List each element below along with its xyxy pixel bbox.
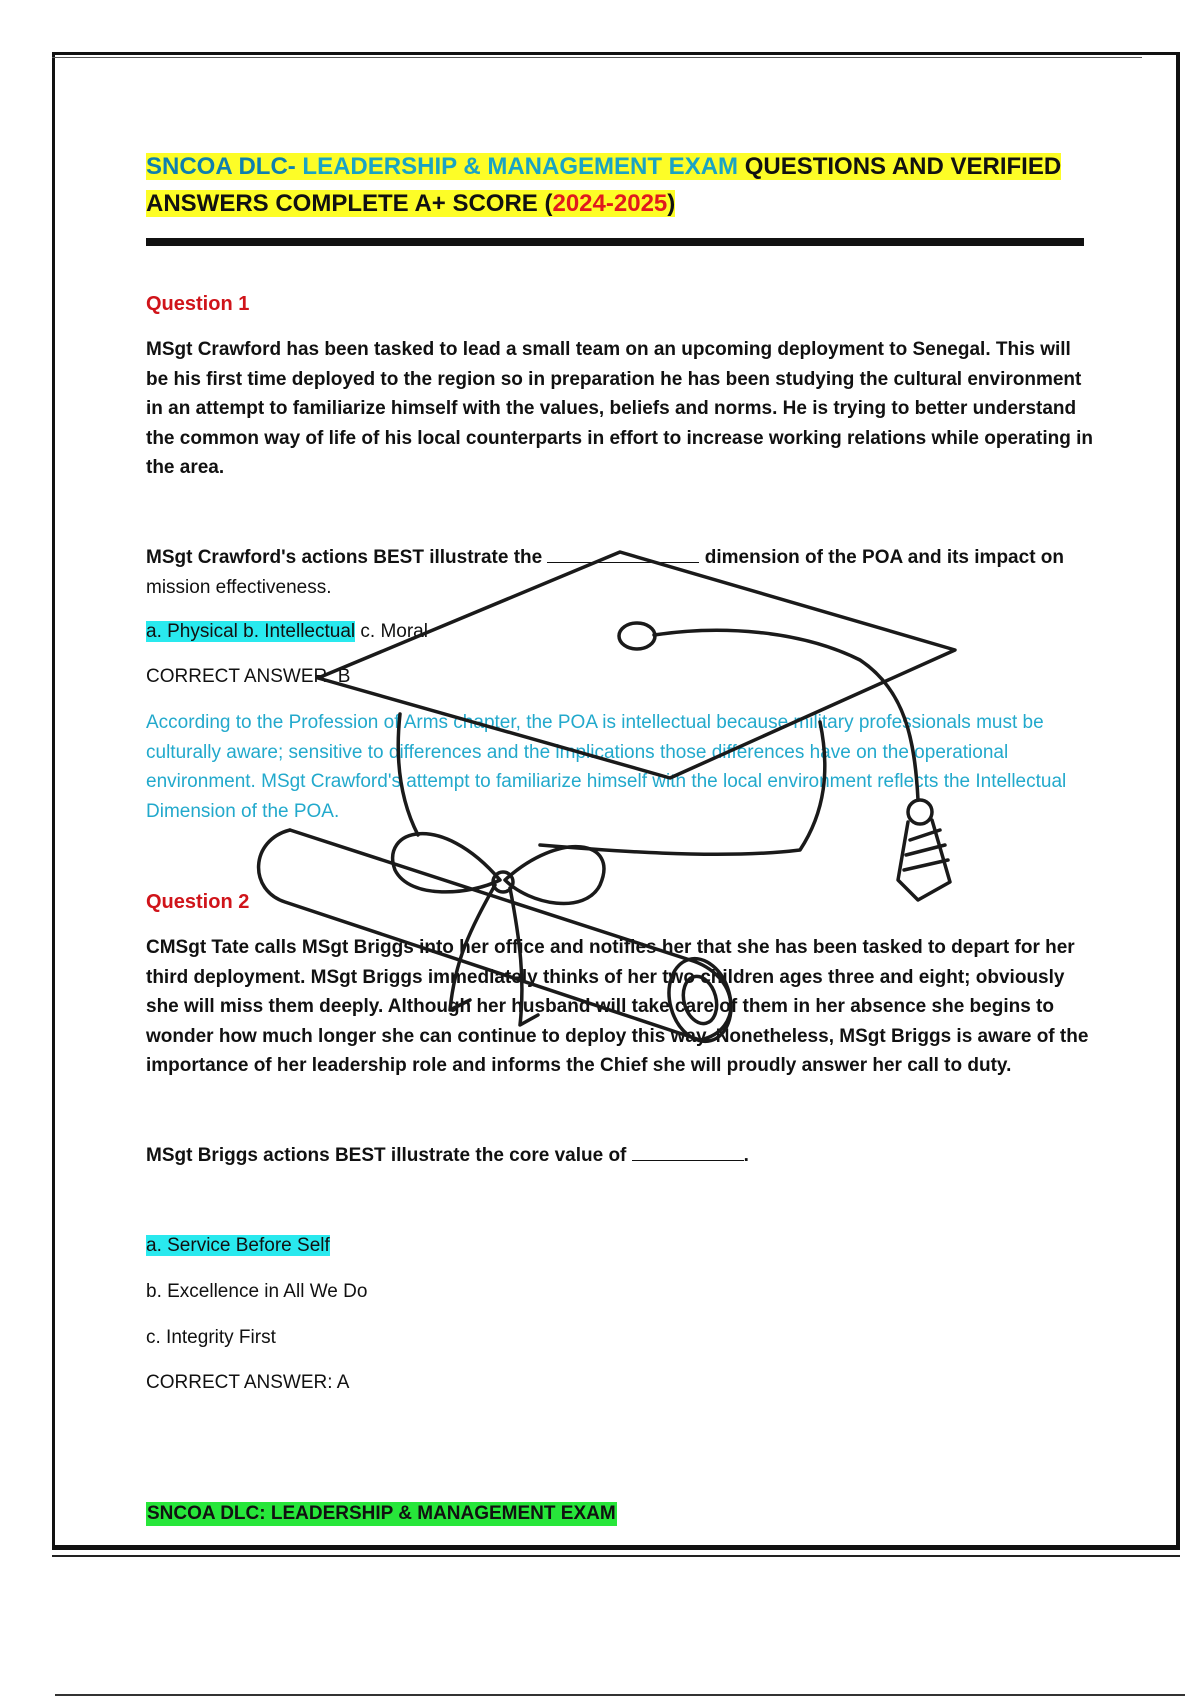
title-answers: ANSWERS COMPLETE A+ SCORE ( [146, 190, 553, 217]
footer-label: SNCOA DLC: LEADERSHIP & MANAGEMENT EXAM [147, 1503, 616, 1524]
question-1-options [146, 621, 428, 643]
answer-blank [547, 544, 699, 563]
page-bottom-rule [55, 1694, 1185, 1696]
question-2-prompt-after: . [743, 1145, 749, 1166]
question-1-prompt-after: dimension of the POA and its impact on [699, 547, 1065, 568]
answer-blank [632, 1142, 744, 1161]
question-1-option-c: c. Moral [355, 621, 428, 642]
question-1-options-highlighted: a. Physical b. Intellectual [146, 621, 356, 642]
title-year: 2024-2025 [552, 190, 668, 217]
question-2-heading: Question 2 [146, 891, 250, 913]
question-2-option-c: c. Integrity First [146, 1327, 276, 1348]
title-prefix: SNCOA DLC- [146, 153, 296, 180]
title-close: ) [667, 190, 676, 217]
question-2-prompt [146, 1141, 1096, 1171]
question-1-prompt [146, 543, 1096, 602]
question-2-option-b: b. Excellence in All We Do [146, 1281, 368, 1302]
question-1-scenario: MSgt Crawford has been tasked to lead a small team on an upcoming deployment to Senegal. This will be his first time deployed to the region so in preparation he has been studying the cultural environment in an attempt to familiarize himself with the values, beliefs and norms. He is trying to better understand the common way of life of his local counterparts in effort to increase working relations while operating in the area. [146, 339, 1093, 478]
question-2-option-a [146, 1235, 330, 1257]
document-title [146, 148, 1086, 222]
frame-bottom-rule [52, 1555, 1180, 1557]
question-1-heading: Question 1 [146, 293, 250, 315]
question-1-prompt-line2: mission effectiveness. [146, 576, 332, 598]
title-rule [146, 238, 1084, 246]
question-2-correct-answer: CORRECT ANSWER: A [146, 1372, 350, 1393]
question-1-explanation: According to the Profession of Arms chapter, the POA is intellectual because military professionals must be culturally aware; sensitive to differences and the implications those differences have on the operational environment. MSgt Crawford's attempt to familiarize himself with the local environment reflects the Intellectual Dimension of the POA. [146, 712, 1067, 822]
title-exam-name: LEADERSHIP & MANAGEMENT EXAM [295, 153, 739, 180]
question-1-prompt-before: MSgt Crawford's actions BEST illustrate the [146, 547, 548, 568]
frame-top-rule [52, 57, 1142, 58]
title-qa: QUESTIONS AND VERIFIED [738, 153, 1062, 180]
question-2-option-a-text: a. Service Before Self [146, 1235, 330, 1256]
question-1-correct-answer: CORRECT ANSWER: B [146, 666, 351, 687]
question-2-prompt-before: MSgt Briggs actions BEST illustrate the core value of [146, 1145, 632, 1166]
question-2-scenario: CMSgt Tate calls MSgt Briggs into her office and notifies her that she has been tasked to depart for her third deployment. MSgt Briggs immediately thinks of her two children ages three and eight; obviously she will miss them deeply. Although her husband will take care of them in her absence she begins to wonder how much longer she can continue to deploy this way. Nonetheless, MSgt Briggs is aware of the importance of her leadership role and informs the Chief she will proudly answer her call to duty. [146, 937, 1089, 1076]
